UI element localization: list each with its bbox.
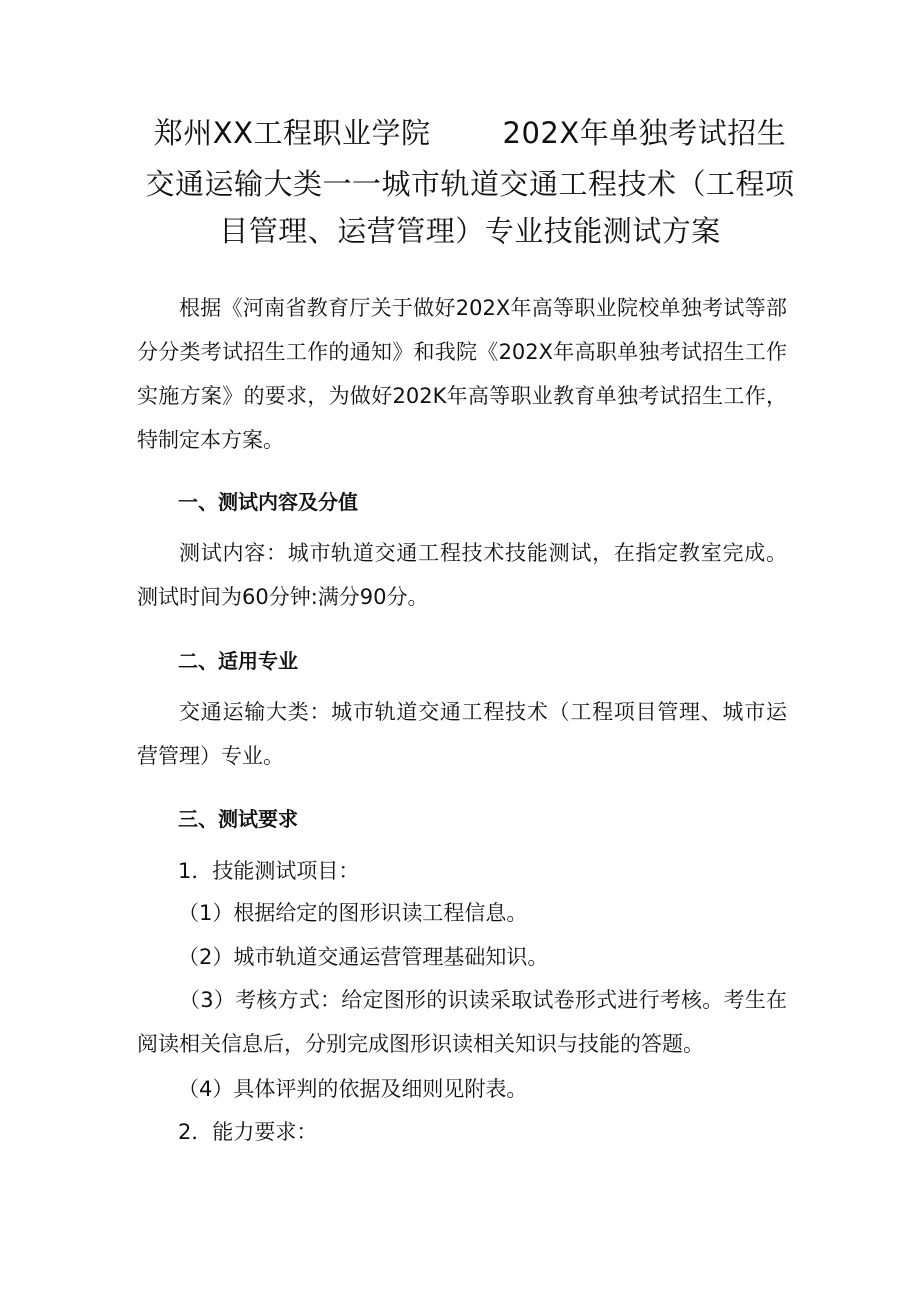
item1-sub3: （3）考核方式：给定图形的识读采取试卷形式进行考核。考生在阅读相关信息后，分别完成图形识读相关知识与技能的答题。 xyxy=(137,988,787,1056)
title-exam: 202X年单独考试招生 xyxy=(502,116,787,150)
title-line-3: 目管理、运营管理）专业技能测试方案 xyxy=(219,214,721,248)
section1-heading: 一、测试内容及分值 xyxy=(178,490,358,514)
section3-heading: 三、测试要求 xyxy=(178,807,298,831)
item1-sub4: （4）具体评判的依据及细则见附表。 xyxy=(178,1077,528,1101)
item1-label: 1．技能测试项目： xyxy=(178,859,360,883)
section2-heading: 二、适用专业 xyxy=(178,649,298,673)
title-school: 郑州XX工程职业学院 xyxy=(153,116,431,150)
intro-paragraph: 根据《河南省教育厅关于做好202X年高等职业院校单独考试等部分分类考试招生工作的通知》和我院《202X年高职单独考试招生工作实施方案》的要求，为做好202K年高等职业教育单独考试招生工作，特制定本方案。 xyxy=(137,296,787,452)
item1-sub1: （1）根据给定的图形识读工程信息。 xyxy=(178,901,528,925)
section2-text: 交通运输大类：城市轨道交通工程技术（工程项目管理、城市运营管理）专业。 xyxy=(137,700,787,768)
item1-sub2: （2）城市轨道交通运营管理基础知识。 xyxy=(178,945,549,969)
title-line-2: 交通运输大类一一城市轨道交通工程技术（工程项 xyxy=(145,167,795,201)
section1-text: 测试内容：城市轨道交通工程技术技能测试，在指定教室完成。测试时间为60分钟:满分90分。 xyxy=(137,541,787,609)
item2-label: 2．能力要求： xyxy=(178,1120,318,1144)
title-line-1 xyxy=(120,113,820,153)
